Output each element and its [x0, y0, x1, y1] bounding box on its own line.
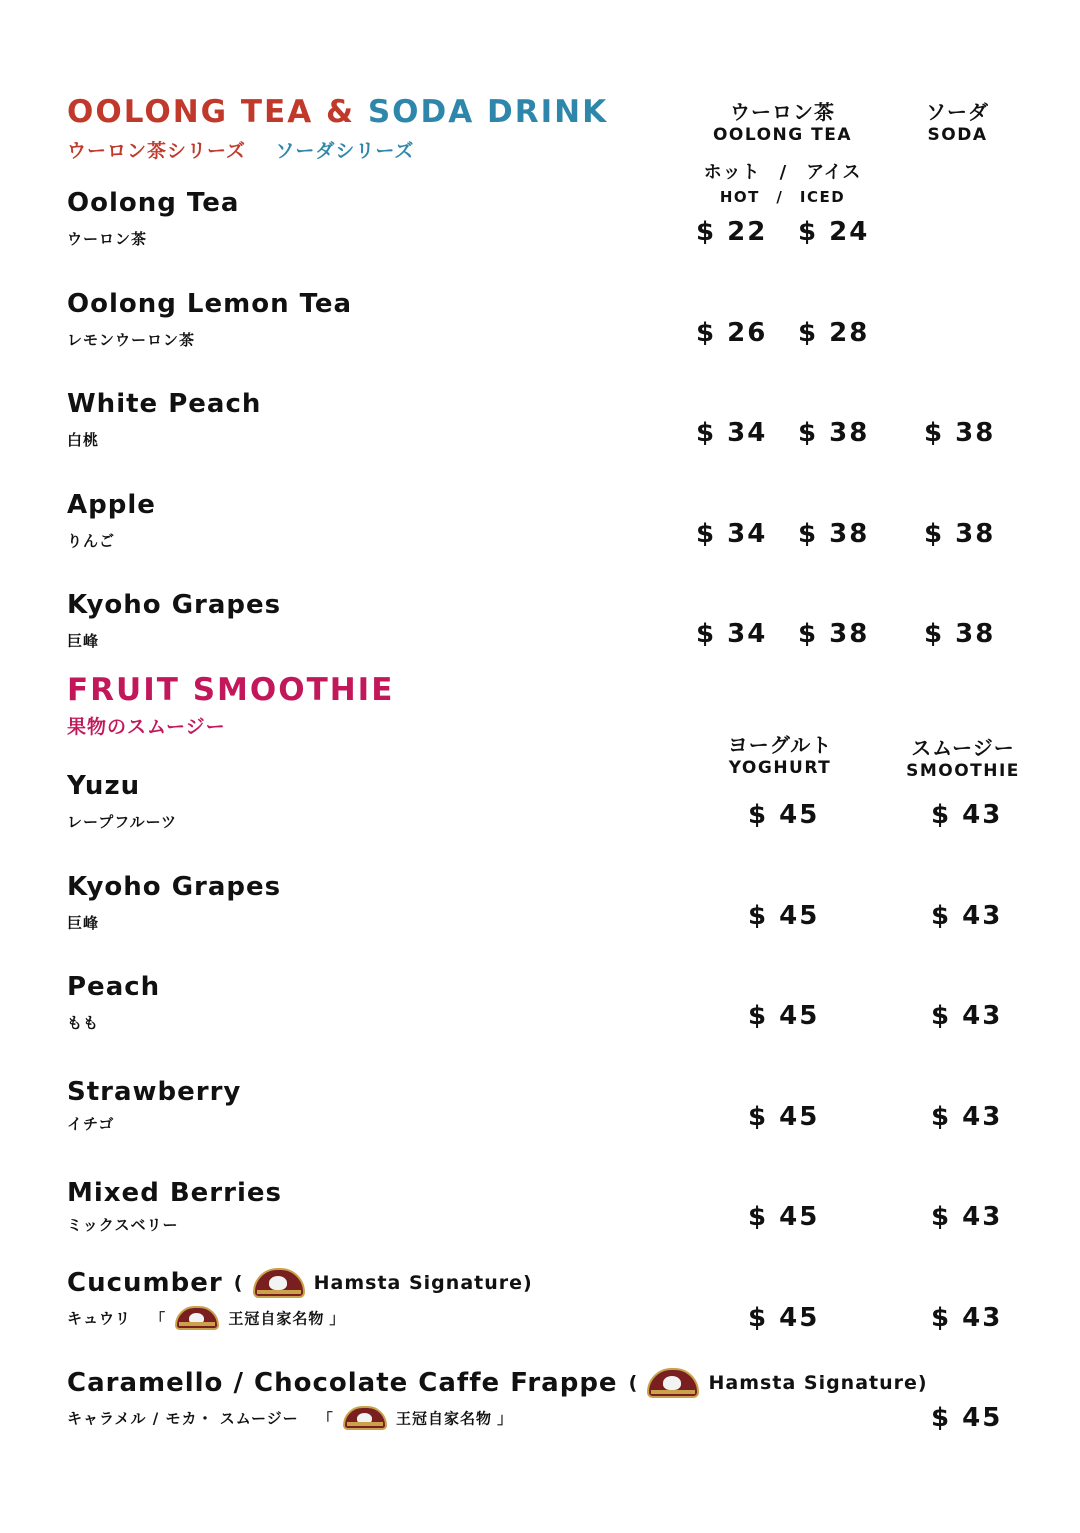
oolong-item-name: Oolong Tea — [67, 188, 240, 218]
oolong-item-jp: レモンウーロン茶 — [67, 331, 196, 349]
smoothie-item-name: Peach — [67, 972, 161, 1002]
oolong-item-name: Kyoho Grapes — [67, 590, 282, 620]
smoothie-item-jp: キャラメル / モカ・ スムージー — [67, 1409, 299, 1428]
smoothie-section-title: FRUIT SMOOTHIE — [67, 672, 395, 708]
price-yoghurt: $ 45 — [748, 1303, 820, 1333]
signature-label: Hamsta Signature) — [708, 1372, 928, 1394]
col-smoothie-en: SMOOTHIE — [906, 761, 1020, 781]
col-soda-jp: ソーダ — [926, 100, 989, 124]
cucumber-jp-line — [67, 1306, 345, 1330]
hamsta-crown-logo-icon — [253, 1268, 305, 1298]
price-yoghurt: $ 45 — [748, 1202, 820, 1232]
price-hot: $ 22 — [696, 217, 768, 247]
price-soda: $ 38 — [924, 418, 996, 448]
price-iced: $ 38 — [798, 519, 870, 549]
oolong-item-jp: 白桃 — [67, 431, 100, 449]
subtitle-soda-series: ソーダシリーズ — [275, 140, 415, 162]
price-hot: $ 34 — [696, 619, 768, 649]
price-hot: $ 34 — [696, 519, 768, 549]
bracket-close: 」 — [497, 1409, 514, 1428]
price-soda: $ 38 — [924, 619, 996, 649]
title-ampersand: & — [326, 94, 356, 130]
col-oolong-en: OOLONG TEA — [712, 125, 853, 145]
bracket-open: 「 — [317, 1409, 334, 1428]
price-yoghurt: $ 45 — [748, 800, 820, 830]
col-oolong-jp: ウーロン茶 — [730, 100, 835, 124]
price-yoghurt: $ 45 — [748, 901, 820, 931]
hot-iced-jp: ホット / アイス — [703, 162, 862, 183]
oolong-section-title — [67, 94, 608, 130]
price-iced: $ 28 — [798, 318, 870, 348]
hamsta-crown-logo-icon — [175, 1306, 219, 1330]
price-iced: $ 38 — [798, 418, 870, 448]
signature-open-paren: ( — [233, 1272, 244, 1294]
smoothie-item-name: Strawberry — [67, 1077, 242, 1107]
smoothie-item-jp: ミックスベリー — [67, 1216, 179, 1234]
cucumber-name-line — [67, 1268, 533, 1298]
price-yoghurt: $ 45 — [748, 1102, 820, 1132]
price-hot: $ 26 — [696, 318, 768, 348]
col-header-smoothie — [898, 732, 1028, 781]
oolong-item-name: Apple — [67, 490, 156, 520]
price-smoothie: $ 43 — [931, 1001, 1003, 1031]
smoothie-item-jp: レープフルーツ — [67, 813, 178, 831]
oolong-item-name: Oolong Lemon Tea — [67, 289, 353, 319]
col-yoghurt-jp: ヨーグルト — [727, 733, 833, 757]
price-iced: $ 38 — [798, 619, 870, 649]
caramello-jp-line — [67, 1406, 513, 1430]
caramello-name-line — [67, 1368, 928, 1398]
col-header-hot-iced — [690, 158, 875, 207]
price-smoothie: $ 45 — [931, 1403, 1003, 1433]
hamsta-crown-logo-icon — [343, 1406, 387, 1430]
oolong-section-subtitle — [67, 136, 414, 163]
smoothie-item-jp: キュウリ — [67, 1309, 132, 1328]
price-yoghurt: $ 45 — [748, 1001, 820, 1031]
price-hot: $ 34 — [696, 418, 768, 448]
smoothie-item-name: Mixed Berries — [67, 1178, 282, 1208]
price-smoothie: $ 43 — [931, 1202, 1003, 1232]
bracket-close: 」 — [329, 1309, 346, 1328]
smoothie-item-name: Kyoho Grapes — [67, 872, 282, 902]
smoothie-item-jp: もも — [67, 1014, 100, 1032]
smoothie-item-name: Yuzu — [67, 771, 141, 801]
price-smoothie: $ 43 — [931, 1303, 1003, 1333]
oolong-item-jp: 巨峰 — [67, 632, 100, 650]
smoothie-item-name: Caramello / Chocolate Caffe Frappe — [67, 1368, 618, 1398]
col-header-yoghurt — [715, 729, 845, 778]
col-soda-en: SODA — [927, 125, 988, 145]
signature-jp: 王冠自家名物 — [228, 1309, 325, 1328]
price-smoothie: $ 43 — [931, 901, 1003, 931]
title-soda-drink: SODA DRINK — [367, 94, 609, 130]
col-header-soda — [905, 96, 1010, 145]
smoothie-item-name: Cucumber — [67, 1268, 223, 1298]
smoothie-item-jp: 巨峰 — [67, 914, 100, 932]
oolong-item-jp: ウーロン茶 — [67, 230, 148, 248]
oolong-item-name: White Peach — [67, 389, 262, 419]
signature-open-paren: ( — [628, 1372, 639, 1394]
smoothie-section-subtitle: 果物のスムージー — [67, 716, 226, 738]
signature-jp: 王冠自家名物 — [395, 1409, 492, 1428]
smoothie-item-jp: イチゴ — [67, 1115, 115, 1133]
price-soda: $ 38 — [924, 519, 996, 549]
price-smoothie: $ 43 — [931, 800, 1003, 830]
bracket-open: 「 — [150, 1309, 167, 1328]
price-smoothie: $ 43 — [931, 1102, 1003, 1132]
signature-label: Hamsta Signature) — [313, 1272, 533, 1294]
price-iced: $ 24 — [798, 217, 870, 247]
col-header-oolong — [700, 96, 865, 145]
subtitle-oolong-series: ウーロン茶シリーズ — [67, 140, 247, 162]
title-oolong-tea: OOLONG TEA — [67, 94, 314, 130]
col-smoothie-jp: スムージー — [911, 736, 1015, 760]
hot-iced-en: HOT / ICED — [719, 188, 846, 206]
oolong-item-jp: りんご — [67, 532, 116, 550]
col-yoghurt-en: YOGHURT — [728, 758, 832, 778]
hamsta-crown-logo-icon — [647, 1368, 699, 1398]
